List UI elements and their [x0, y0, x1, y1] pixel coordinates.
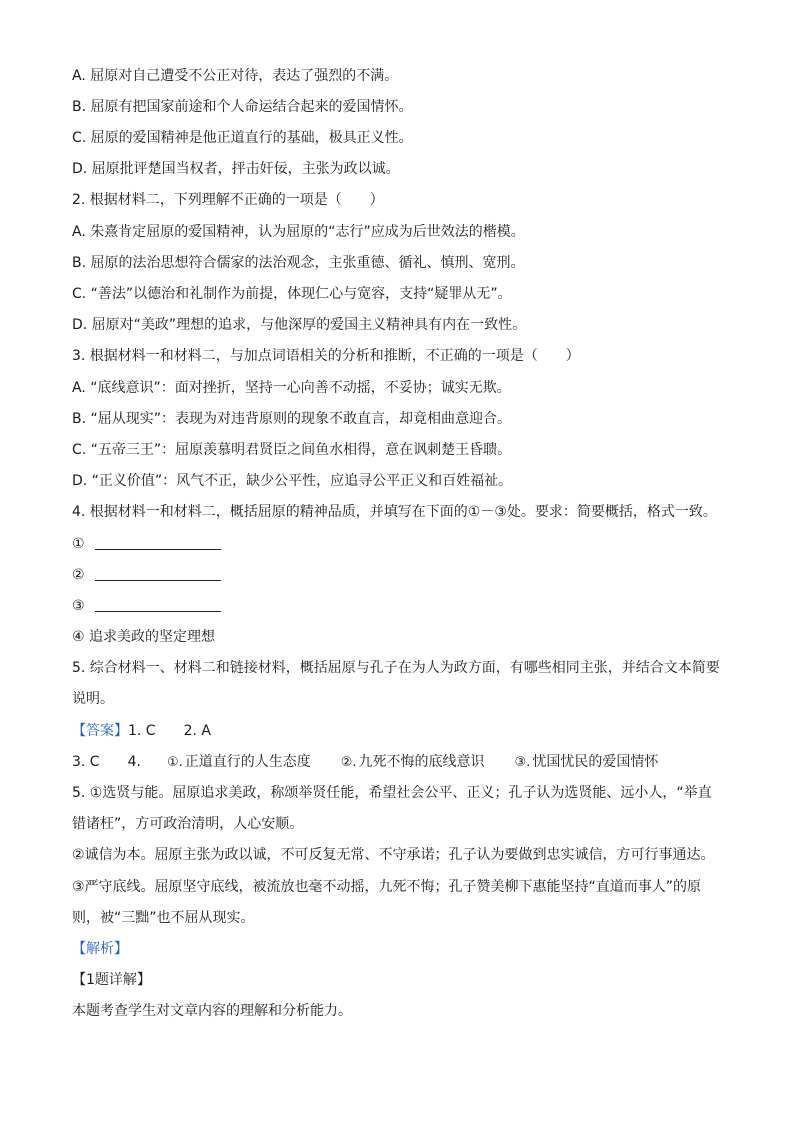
option-line: B. 屈原有把国家前途和个人命运结合起来的爱国情怀。 — [72, 99, 413, 115]
question-stem: 3. 根据材料一和材料二，与加点词语相关的分析和推断，不正确的一项是（ ） — [72, 348, 580, 364]
answer-tag: 【答案】 — [72, 723, 128, 739]
option-line: B. 屈原的法治思想符合儒家的法治观念，主张重德、循礼、慎刑、宽刑。 — [72, 255, 525, 271]
answer-4: 4. — [127, 754, 141, 770]
blank-number: ② — [72, 567, 85, 583]
answer-marker: ③. — [514, 755, 531, 770]
option-line: D. “正义价值”：风气不正，缺少公平性，应追寻公平正义和百姓福祉。 — [72, 473, 513, 489]
blank-line-3 — [72, 597, 221, 615]
option-line: A. 屈原对自己遭受不公正对待，表达了强烈的不满。 — [72, 68, 399, 84]
option-line: A. 朱熹肯定屈原的爱国精神，认为屈原的“志行”应成为后世效法的楷模。 — [72, 224, 525, 240]
answer-blank — [95, 566, 221, 581]
given-item: ④ 追求美政的坚定理想 — [72, 629, 216, 645]
blank-line-2 — [72, 566, 221, 584]
answer-marker: ①. — [166, 755, 183, 770]
answer-5-line: 则，被“三黜”也不屈从现实。 — [72, 910, 255, 926]
detail-heading: 【1题详解】 — [72, 972, 151, 988]
answer-line-1 — [72, 722, 211, 740]
option-line: C. “善法”以德治和礼制作为前提，体现仁心与宽容，支持“疑罪从无”。 — [72, 286, 512, 302]
answer-4-item-1: 正道直行的人生态度 — [184, 754, 311, 770]
answer-5-line: 5. ①选贤与能。屈原追求美政，称颂举贤任能，希望社会公平、正义；孔子认为选贤能、远小人，“举直 — [72, 785, 712, 801]
blank-number: ① — [72, 536, 85, 552]
detail-text: 本题考查学生对文章内容的理解和分析能力。 — [72, 1003, 352, 1019]
answer-5-line: ②诚信为本。屈原主张为政以诚，不可反复无常、不守承诺；孔子认为要做到忠实诚信，方可行事通达。 — [72, 847, 715, 863]
answer-5-line: 错诸枉”，方可政治清明，人心安顺。 — [72, 816, 304, 832]
answer-line-2 — [72, 753, 658, 772]
answer-4-item-2: 九死不悔的底线意识 — [358, 754, 485, 770]
answer-1: 1. C — [128, 723, 156, 739]
answer-5-line: ③严守底线。屈原坚守底线，被流放也毫不动摇，九死不悔；孔子赞美柳下惠能坚持“直道而事人”的原 — [72, 879, 702, 895]
question-stem: 5. 综合材料一、材料二和链接材料，概括屈原与孔子在为人为政方面，有哪些相同主张，并结合文本简要 — [72, 660, 720, 676]
option-line: A. “底线意识”：面对挫折，坚持一心向善不动摇，不妥协；诚实无欺。 — [72, 380, 511, 396]
answer-blank — [95, 597, 221, 612]
answer-4-item-3: 忧国忧民的爱国情怀 — [532, 754, 659, 770]
question-stem: 4. 根据材料一和材料二，概括屈原的精神品质，并填写在下面的①－③处。要求：简要概括，格式一致。 — [72, 504, 717, 520]
analysis-tag: 【解析】 — [72, 941, 128, 957]
option-line: B. “屈从现实”：表现为对违背原则的现象不敢直言，却竟相曲意迎合。 — [72, 411, 512, 427]
answer-blank — [95, 535, 221, 550]
answer-3: 3. C — [72, 754, 100, 770]
blank-number: ③ — [72, 598, 85, 614]
option-line: C. 屈原的爱国精神是他正道直行的基础，极具正义性。 — [72, 130, 413, 146]
answer-marker: ②. — [340, 755, 357, 770]
blank-line-1 — [72, 535, 221, 553]
question-stem: 2. 根据材料二，下列理解不正确的一项是（ ） — [72, 192, 384, 208]
option-line: D. 屈原批评楚国当权者，抨击奸佞，主张为政以诚。 — [72, 161, 400, 177]
option-line: C. “五帝三王”：屈原羡慕明君贤臣之间鱼水相得，意在讽刺楚王昏聩。 — [72, 442, 512, 458]
question-stem-cont: 说明。 — [72, 691, 114, 707]
option-line: D. 屈原对“美政”理想的追求，与他深厚的爱国主义精神具有内在一致性。 — [72, 317, 527, 333]
answer-2: 2. A — [183, 723, 211, 739]
